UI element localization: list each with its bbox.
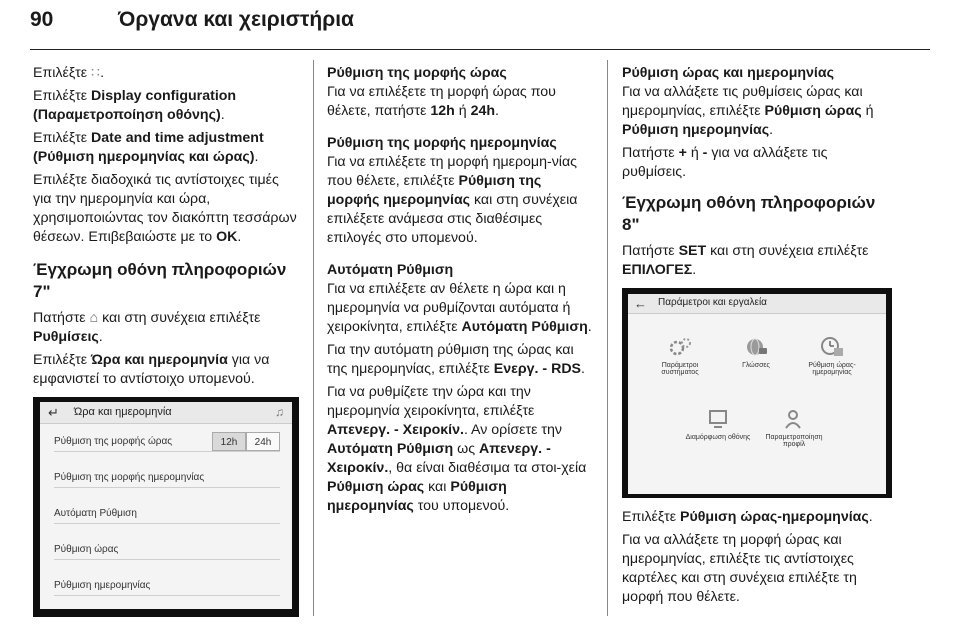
time-format-toggle[interactable] bbox=[212, 432, 280, 451]
home-icon: ⌂ bbox=[89, 310, 99, 326]
system-settings-tile[interactable] bbox=[644, 336, 716, 376]
time-date-settings-tile[interactable] bbox=[796, 336, 868, 376]
monitor-icon bbox=[705, 408, 731, 430]
menu-item[interactable]: Ρύθμιση ημερομηνίας bbox=[54, 574, 280, 596]
page-number: 90 bbox=[30, 8, 54, 31]
column-1 bbox=[33, 64, 299, 617]
back-arrow-icon[interactable]: ← bbox=[634, 296, 647, 311]
tile-label: Γλώσσες bbox=[742, 362, 770, 369]
screen-title: Παράμετροι και εργαλεία bbox=[658, 297, 767, 308]
menu-item[interactable]: Ρύθμιση ώρας bbox=[54, 538, 280, 560]
section-heading: Έγχρωμη οθόνη πληροφοριών 7" bbox=[33, 260, 287, 301]
subheading: Ρύθμιση ώρας και ημερομηνίας bbox=[622, 65, 834, 81]
favorites-icon[interactable]: ♫ bbox=[275, 405, 284, 419]
screen-title: Ώρα και ημερομηνία bbox=[74, 406, 172, 418]
column-divider bbox=[313, 60, 314, 616]
apps-icon: ∷ bbox=[91, 65, 101, 81]
paragraph: Για να αλλάξετε τις ρυθμίσεις ώρας και ημερομηνίας, επιλέξτε Ρύθμιση ώρας ή Ρύθμιση ημερομηνίας. bbox=[622, 84, 874, 138]
screen-title-bar bbox=[40, 402, 292, 424]
languages-tile[interactable] bbox=[720, 336, 792, 369]
paragraph: Για να ρυθμίζετε την ώρα και την ημερομηνία χειροκίνητα, επιλέξτε Απενεργ. - Χειροκίν.. Αν ορίσετε την Αυτόματη Ρύθμιση ως Απενεργ. - Χειροκίν., θα είναι διαθέσιμα τα στοι-χεία Ρύθμιση ώρας και Ρύθμιση ημερομηνίας του υπομενού. bbox=[327, 384, 587, 514]
gears-icon bbox=[667, 336, 693, 358]
paragraph: Για να επιλέξετε αν θέλετε η ώρα και η ημερομηνία να ρυθμίζονται αυτόματα ή χειροκίνητα, επιλέξτε Αυτόματη Ρύθμιση. bbox=[327, 281, 592, 335]
menu-list bbox=[40, 424, 292, 609]
paragraph: Για την αυτόματη ρύθμιση της ώρας και της ημερομηνίας, επιλέξτε Ενεργ. - RDS. bbox=[327, 342, 585, 377]
paragraph: Πατήστε ⌂ και στη συνέχεια επιλέξτε Ρυθμίσεις. bbox=[33, 310, 261, 345]
paragraph: Επιλέξτε Date and time adjustment (Ρύθμιση ημερομηνίας και ώρας). bbox=[33, 130, 264, 165]
24h-button[interactable]: 24h bbox=[246, 432, 280, 451]
back-icon[interactable]: ↵ bbox=[48, 405, 59, 420]
subheading: Αυτόματη Ρύθμιση bbox=[327, 262, 454, 278]
globe-icon bbox=[743, 336, 769, 358]
chapter-title: Όργανα και χειριστήρια bbox=[118, 8, 354, 31]
tile-label: Παραμετροποίηση προφίλ bbox=[765, 434, 823, 448]
paragraph: Για να αλλάξετε τη μορφή ώρας και ημερομηνίας, επιλέξτε τις αντίστοιχες καρτέλες και στη συνέχεια επιλέξτε τη μορφή που θέλετε. bbox=[622, 532, 857, 605]
clock-calendar-icon bbox=[819, 336, 845, 358]
column-3 bbox=[622, 64, 892, 611]
column-divider bbox=[607, 60, 608, 616]
paragraph: Επιλέξτε ∷. bbox=[33, 65, 105, 81]
paragraph: Επιλέξτε διαδοχικά τις αντίστοιχες τιμές για την ημερομηνία και ώρα, χρησιμοποιώντας τον διακόπτη τεσσάρων θέσεων. Επιβεβαιώστε με το OK. bbox=[33, 172, 297, 245]
screenshot-time-date-menu bbox=[33, 397, 299, 617]
display-config-tile[interactable] bbox=[682, 408, 754, 441]
menu-item[interactable]: Ρύθμιση της μορφής ημερομηνίας bbox=[54, 466, 280, 488]
paragraph: Επιλέξτε Ρύθμιση ώρας-ημερομηνίας. bbox=[622, 509, 873, 525]
12h-button[interactable]: 12h bbox=[212, 432, 246, 451]
screenshot-settings-menu bbox=[622, 288, 892, 498]
settings-grid bbox=[628, 314, 886, 494]
paragraph: Επιλέξτε Ώρα και ημερομηνία για να εμφανιστεί το αντίστοιχο υπομενού. bbox=[33, 352, 270, 387]
paragraph: Για να επιλέξετε τη μορφή ημερομη-νίας που θέλετε, επιλέξτε Ρύθμιση της μορφής ημερομηνίας και στη συνέχεια επιλέξετε ανάμεσα στις διαθέσιμες επιλογές στο υπομενού. bbox=[327, 154, 578, 246]
paragraph: Πατήστε + ή - για να αλλάξετε τις ρυθμίσεις. bbox=[622, 145, 828, 180]
paragraph: Πατήστε SET και στη συνέχεια επιλέξτε ΕΠΙΛΟΓΕΣ. bbox=[622, 243, 869, 278]
subheading: Ρύθμιση της μορφής ώρας bbox=[327, 65, 507, 81]
screen-title-bar bbox=[628, 294, 886, 314]
paragraph: Επιλέξτε Display configuration (Παραμετροποίηση οθόνης). bbox=[33, 88, 237, 123]
column-2 bbox=[327, 64, 593, 520]
tile-label: Διαμόρφωση οθόνης bbox=[685, 434, 751, 441]
person-icon bbox=[781, 408, 807, 430]
subheading: Ρύθμιση της μορφής ημερομηνίας bbox=[327, 135, 557, 151]
section-heading: Έγχρωμη οθόνη πληροφοριών 8" bbox=[622, 193, 876, 234]
tile-label: Παράμετροι συστήματος bbox=[661, 362, 699, 376]
tile-label: Ρύθμιση ώρας-ημερομηνίας bbox=[808, 362, 856, 376]
profile-settings-tile[interactable] bbox=[758, 408, 830, 448]
menu-item[interactable]: Ρύθμιση της μορφής ώρας 12h 24h bbox=[54, 430, 280, 452]
page-header bbox=[30, 8, 930, 50]
paragraph: Για να επιλέξετε τη μορφή ώρας που θέλετε, πατήστε 12h ή 24h. bbox=[327, 84, 556, 119]
menu-item[interactable]: Αυτόματη Ρύθμιση bbox=[54, 502, 280, 524]
